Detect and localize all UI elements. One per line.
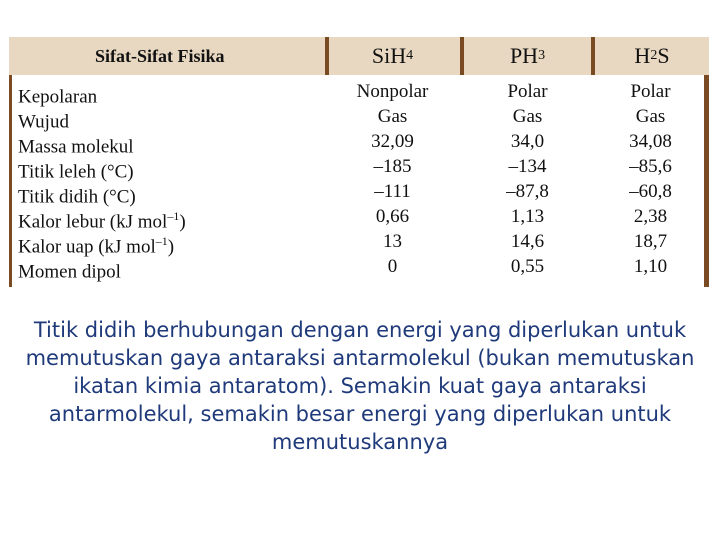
cell-ph3: 1,13: [510, 206, 545, 227]
row-property-text: Titik leleh (°C): [18, 161, 134, 183]
cell-sih4: –185: [373, 156, 412, 177]
row-property-text: Titik didih (°C): [18, 186, 136, 208]
table-row: [12, 204, 704, 233]
table-row: [12, 179, 704, 208]
table-body: [12, 75, 704, 287]
row-property-suffix: ): [167, 236, 175, 258]
table-row: [12, 104, 704, 133]
row-property-text: Wujud: [18, 111, 69, 133]
cell-sih4: 13: [383, 231, 402, 252]
header-ph3-main: PH: [509, 43, 539, 68]
row-property-text: Massa molekul: [18, 136, 134, 158]
table-row: [12, 129, 704, 158]
header-sih4-base: Si: [371, 43, 391, 68]
cell-h2s: Gas: [635, 106, 666, 127]
header-title: Sifat-Sifat Fisika: [95, 45, 225, 66]
cell-h2s: –60,8: [629, 181, 672, 202]
header-sih4-sub: 4: [406, 48, 414, 63]
header-h2s-sub: 2: [650, 48, 658, 63]
header-sih4-main: H: [390, 43, 407, 68]
cell-sih4: 32,09: [371, 131, 414, 152]
cell-ph3: –87,8: [506, 181, 549, 202]
cell-ph3: 34,0: [510, 131, 545, 152]
cell-h2s: 1,10: [633, 256, 668, 277]
row-property-sup: –1: [155, 234, 168, 248]
row-property: [18, 254, 121, 284]
header-h2s-rest: S: [657, 43, 670, 68]
row-property-suffix: ): [179, 211, 186, 233]
table-row: [12, 79, 704, 108]
header-ph3-sub: 3: [538, 48, 546, 63]
cell-sih4: Gas: [377, 106, 408, 127]
header-ph3: [464, 37, 591, 75]
row-property-text: Momen dipol: [18, 261, 121, 283]
caption-text: Titik didih berhubungan dengan energi yang diperlukan untuk memutuskan gaya antaraksi antarmolekul (bukan memutuskan ikatan kimia antaratom). Semakin kuat gaya antaraksi antarmolekul, semakin besar energi yang diperlukan untuk memutuskannya: [25, 318, 695, 454]
cell-ph3: Gas: [512, 106, 543, 127]
table-row: [12, 154, 704, 183]
cell-h2s: 34,08: [629, 131, 672, 152]
cell-ph3: –134: [508, 156, 547, 177]
row-property-sup: –1: [167, 209, 180, 223]
header-h2s-main: H: [634, 43, 651, 68]
properties-table: [9, 37, 709, 287]
cell-h2s: 2,38: [633, 206, 668, 227]
cell-sih4: Nonpolar: [356, 81, 429, 102]
table-header: [9, 37, 709, 75]
cell-ph3: 14,6: [510, 231, 545, 252]
row-property-text: Kepolaran: [18, 86, 98, 108]
cell-h2s: Polar: [630, 81, 671, 102]
table-row: [12, 229, 704, 258]
header-sih4: [325, 37, 460, 75]
cell-sih4: 0: [387, 256, 398, 277]
cell-h2s: 18,7: [633, 231, 668, 252]
cell-h2s: –85,6: [629, 156, 672, 177]
cell-ph3: Polar: [507, 81, 548, 102]
row-property-text: Kalor uap (kJ mol: [18, 236, 156, 258]
cell-ph3: 0,55: [510, 256, 545, 277]
table-row: [12, 254, 704, 283]
cell-sih4: 0,66: [375, 206, 410, 227]
cell-sih4: –111: [374, 181, 411, 202]
row-property-text: Kalor lebur (kJ mol: [18, 211, 168, 233]
header-h2s: [595, 37, 709, 75]
